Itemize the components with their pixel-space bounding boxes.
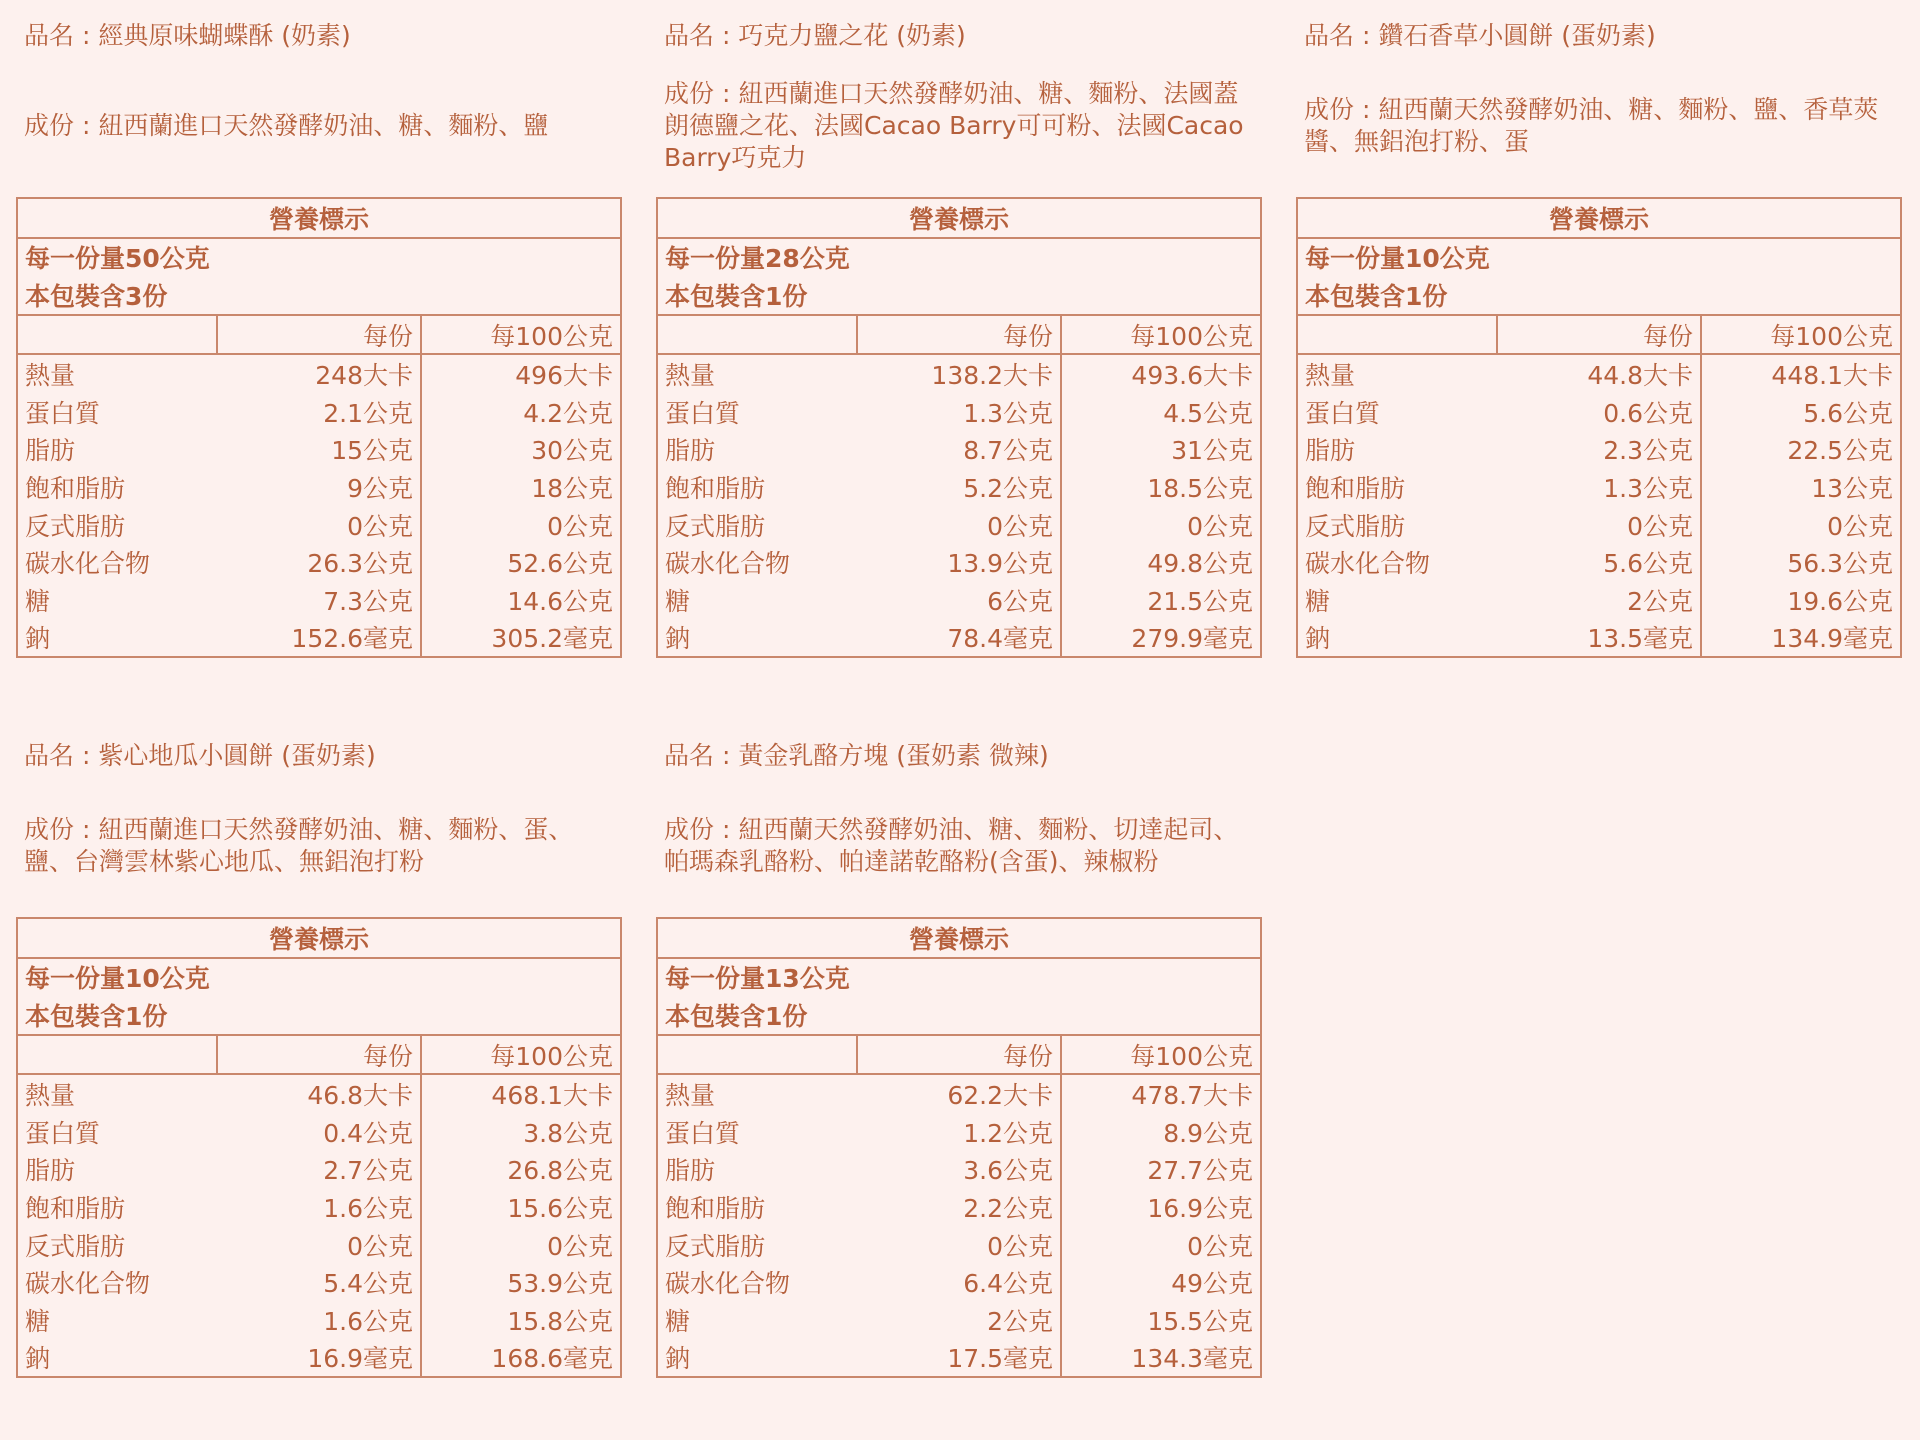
nutrient-per-serving: 7.3公克: [217, 581, 421, 619]
nutrient-per-serving: 152.6毫克: [217, 619, 421, 658]
table-row: [657, 581, 1261, 619]
nutrient-label: 飽和脂肪: [17, 468, 217, 506]
nutrient-per-serving: 0公克: [857, 506, 1061, 544]
nutrient-per-100g: 3.8公克: [421, 1113, 621, 1151]
nutrient-label: 飽和脂肪: [657, 1188, 857, 1226]
nutrient-label: 飽和脂肪: [1297, 468, 1497, 506]
table-row: [1297, 468, 1901, 506]
nutrient-per-100g: 8.9公克: [1061, 1113, 1261, 1151]
nutrient-per-100g: 493.6大卡: [1061, 354, 1261, 393]
product-name: 品名 : 經典原味蝴蝶酥 (奶素): [24, 21, 351, 50]
nutrient-per-serving: 2.2公克: [857, 1188, 1061, 1226]
table-row: [657, 354, 1261, 393]
nutrient-per-100g: 22.5公克: [1701, 431, 1901, 469]
nutrition-table-title: 營養標示: [1297, 198, 1901, 238]
nutrient-per-serving: 6.4公克: [857, 1263, 1061, 1301]
table-row: [657, 1226, 1261, 1264]
nutrient-per-serving: 1.6公克: [217, 1301, 421, 1339]
nutrient-label: 脂肪: [657, 1151, 857, 1189]
nutrient-per-100g: 0公克: [1701, 506, 1901, 544]
nutrient-per-100g: 305.2毫克: [421, 619, 621, 658]
table-row: [17, 1188, 621, 1226]
nutrient-label: 脂肪: [1297, 431, 1497, 469]
table-row: [1297, 543, 1901, 581]
nutrient-per-100g: 448.1大卡: [1701, 354, 1901, 393]
table-row: [1297, 581, 1901, 619]
nutrient-label: 飽和脂肪: [17, 1188, 217, 1226]
nutrient-per-serving: 62.2大卡: [857, 1074, 1061, 1113]
nutrient-label: 鈉: [657, 619, 857, 658]
serving-size: 每一份量10公克: [1297, 238, 1901, 277]
product-name: 品名 : 巧克力鹽之花 (奶素): [664, 21, 966, 50]
nutrient-per-100g: 5.6公克: [1701, 393, 1901, 431]
nutrient-per-serving: 5.6公克: [1497, 543, 1701, 581]
nutrient-label: 鈉: [1297, 619, 1497, 658]
nutrient-per-serving: 46.8大卡: [217, 1074, 421, 1113]
nutrient-per-serving: 0.4公克: [217, 1113, 421, 1151]
nutrient-label: 糖: [17, 581, 217, 619]
table-row: [17, 581, 621, 619]
nutrient-per-serving: 0公克: [1497, 506, 1701, 544]
table-row: [17, 1226, 621, 1264]
nutrient-label: 蛋白質: [657, 1113, 857, 1151]
nutrient-per-100g: 168.6毫克: [421, 1339, 621, 1378]
nutrient-per-serving: 1.2公克: [857, 1113, 1061, 1151]
serving-size: 每一份量50公克: [17, 238, 621, 277]
nutrient-per-100g: 0公克: [1061, 506, 1261, 544]
nutrient-label: 碳水化合物: [17, 543, 217, 581]
nutrient-label: 熱量: [1297, 354, 1497, 393]
nutrient-per-100g: 18公克: [421, 468, 621, 506]
nutrient-per-100g: 26.8公克: [421, 1151, 621, 1189]
nutrition-table: [16, 197, 622, 658]
nutrient-per-100g: 49公克: [1061, 1263, 1261, 1301]
nutrient-per-serving: 17.5毫克: [857, 1339, 1061, 1378]
table-row: [1297, 354, 1901, 393]
table-row: [1297, 431, 1901, 469]
table-row: [17, 354, 621, 393]
nutrient-label: 鈉: [657, 1339, 857, 1378]
product-ingredients: 成份 : 紐西蘭進口天然發酵奶油、糖、麵粉、法國蓋朗德鹽之花、法國Cacao Barry可可粉、法國Cacao Barry巧克力: [664, 79, 1244, 172]
servings-per-pack: 本包裝含1份: [17, 996, 621, 1035]
header-blank-cell: [17, 315, 217, 355]
nutrient-label: 熱量: [657, 1074, 857, 1113]
nutrient-per-100g: 496大卡: [421, 354, 621, 393]
product-panel: [16, 720, 622, 1422]
nutrient-label: 鈉: [17, 1339, 217, 1378]
nutrient-per-100g: 15.6公克: [421, 1188, 621, 1226]
nutrient-per-100g: 19.6公克: [1701, 581, 1901, 619]
nutrient-per-100g: 15.5公克: [1061, 1301, 1261, 1339]
nutrient-per-100g: 15.8公克: [421, 1301, 621, 1339]
nutrient-per-100g: 16.9公克: [1061, 1188, 1261, 1226]
nutrition-table: [656, 197, 1262, 658]
serving-size: 每一份量10公克: [17, 958, 621, 997]
nutrient-per-serving: 5.2公克: [857, 468, 1061, 506]
nutrient-per-serving: 9公克: [217, 468, 421, 506]
nutrient-label: 飽和脂肪: [657, 468, 857, 506]
nutrient-per-serving: 2.1公克: [217, 393, 421, 431]
header-blank-cell: [657, 1035, 857, 1075]
nutrient-per-100g: 49.8公克: [1061, 543, 1261, 581]
servings-per-pack: 本包裝含3份: [17, 276, 621, 315]
nutrient-per-100g: 14.6公克: [421, 581, 621, 619]
header-per-100g: 每100公克: [1701, 315, 1901, 355]
nutrient-per-100g: 53.9公克: [421, 1263, 621, 1301]
servings-per-pack: 本包裝含1份: [657, 276, 1261, 315]
header-blank-cell: [17, 1035, 217, 1075]
header-per-serving: 每份: [857, 315, 1061, 355]
table-row: [17, 506, 621, 544]
nutrient-per-serving: 248大卡: [217, 354, 421, 393]
servings-per-pack: 本包裝含1份: [1297, 276, 1901, 315]
nutrient-label: 糖: [657, 581, 857, 619]
nutrient-per-serving: 5.4公克: [217, 1263, 421, 1301]
nutrient-per-serving: 44.8大卡: [1497, 354, 1701, 393]
nutrient-label: 熱量: [17, 354, 217, 393]
nutrient-per-100g: 21.5公克: [1061, 581, 1261, 619]
nutrient-label: 脂肪: [657, 431, 857, 469]
nutrient-per-serving: 2.7公克: [217, 1151, 421, 1189]
table-row: [657, 393, 1261, 431]
table-row: [17, 431, 621, 469]
table-row: [657, 1301, 1261, 1339]
product-panel: [656, 720, 1262, 1422]
nutrition-table-title: 營養標示: [17, 918, 621, 958]
nutrient-label: 糖: [1297, 581, 1497, 619]
nutrient-per-serving: 13.9公克: [857, 543, 1061, 581]
nutrient-label: 碳水化合物: [657, 1263, 857, 1301]
nutrient-per-100g: 31公克: [1061, 431, 1261, 469]
nutrient-label: 蛋白質: [17, 393, 217, 431]
nutrient-per-serving: 0公克: [217, 1226, 421, 1264]
product-ingredients: 成份 : 紐西蘭天然發酵奶油、糖、麵粉、鹽、香草莢醬、無鋁泡打粉、蛋: [1304, 95, 1879, 156]
nutrient-label: 糖: [657, 1301, 857, 1339]
nutrient-per-serving: 2公克: [857, 1301, 1061, 1339]
nutrient-per-serving: 8.7公克: [857, 431, 1061, 469]
nutrient-label: 熱量: [657, 354, 857, 393]
nutrient-label: 蛋白質: [657, 393, 857, 431]
table-row: [17, 1339, 621, 1378]
nutrition-table: [16, 917, 622, 1378]
nutrient-label: 碳水化合物: [657, 543, 857, 581]
nutrition-table-title: 營養標示: [17, 198, 621, 238]
table-row: [17, 1113, 621, 1151]
header-per-serving: 每份: [217, 315, 421, 355]
table-row: [657, 1074, 1261, 1113]
product-name: 品名 : 黃金乳酪方塊 (蛋奶素 微辣): [664, 741, 1049, 770]
header-per-100g: 每100公克: [1061, 315, 1261, 355]
nutrient-per-serving: 0公克: [217, 506, 421, 544]
nutrient-label: 反式脂肪: [17, 506, 217, 544]
nutrient-label: 反式脂肪: [657, 1226, 857, 1264]
table-row: [17, 1151, 621, 1189]
nutrient-per-serving: 26.3公克: [217, 543, 421, 581]
table-row: [657, 1151, 1261, 1189]
nutrient-per-serving: 1.3公克: [857, 393, 1061, 431]
nutrient-label: 反式脂肪: [1297, 506, 1497, 544]
nutrient-label: 反式脂肪: [657, 506, 857, 544]
nutrient-per-100g: 0公克: [421, 1226, 621, 1264]
nutrient-label: 蛋白質: [1297, 393, 1497, 431]
table-row: [17, 468, 621, 506]
nutrient-per-100g: 478.7大卡: [1061, 1074, 1261, 1113]
product-panel: [656, 0, 1262, 702]
header-blank-cell: [1297, 315, 1497, 355]
nutrient-per-100g: 27.7公克: [1061, 1151, 1261, 1189]
nutrient-label: 蛋白質: [17, 1113, 217, 1151]
product-name: 品名 : 紫心地瓜小圓餅 (蛋奶素): [24, 741, 376, 770]
product-ingredients: 成份 : 紐西蘭進口天然發酵奶油、糖、麵粉、鹽: [24, 111, 549, 140]
nutrient-per-serving: 2.3公克: [1497, 431, 1701, 469]
table-row: [17, 543, 621, 581]
table-row: [657, 506, 1261, 544]
nutrient-per-serving: 78.4毫克: [857, 619, 1061, 658]
nutrient-per-100g: 134.9毫克: [1701, 619, 1901, 658]
nutrient-label: 反式脂肪: [17, 1226, 217, 1264]
nutrient-label: 熱量: [17, 1074, 217, 1113]
servings-per-pack: 本包裝含1份: [657, 996, 1261, 1035]
nutrient-per-serving: 13.5毫克: [1497, 619, 1701, 658]
serving-size: 每一份量13公克: [657, 958, 1261, 997]
header-per-100g: 每100公克: [421, 315, 621, 355]
table-row: [657, 543, 1261, 581]
nutrient-label: 碳水化合物: [17, 1263, 217, 1301]
nutrient-per-100g: 4.2公克: [421, 393, 621, 431]
nutrient-per-100g: 56.3公克: [1701, 543, 1901, 581]
table-row: [1297, 393, 1901, 431]
table-row: [657, 1339, 1261, 1378]
table-row: [17, 1263, 621, 1301]
nutrient-per-serving: 138.2大卡: [857, 354, 1061, 393]
nutrient-label: 脂肪: [17, 431, 217, 469]
nutrient-per-serving: 0公克: [857, 1226, 1061, 1264]
header-per-100g: 每100公克: [1061, 1035, 1261, 1075]
nutrient-per-serving: 15公克: [217, 431, 421, 469]
table-row: [17, 1301, 621, 1339]
table-row: [657, 1113, 1261, 1151]
nutrient-per-100g: 279.9毫克: [1061, 619, 1261, 658]
nutrient-per-100g: 18.5公克: [1061, 468, 1261, 506]
nutrient-per-serving: 0.6公克: [1497, 393, 1701, 431]
nutrient-per-serving: 1.3公克: [1497, 468, 1701, 506]
product-panel: [16, 0, 622, 702]
nutrient-per-100g: 13公克: [1701, 468, 1901, 506]
table-row: [657, 1188, 1261, 1226]
nutrient-per-100g: 0公克: [421, 506, 621, 544]
table-row: [17, 619, 621, 658]
nutrient-per-100g: 0公克: [1061, 1226, 1261, 1264]
nutrition-table-title: 營養標示: [657, 198, 1261, 238]
nutrient-per-serving: 3.6公克: [857, 1151, 1061, 1189]
nutrient-label: 脂肪: [17, 1151, 217, 1189]
nutrition-table-title: 營養標示: [657, 918, 1261, 958]
product-ingredients: 成份 : 紐西蘭進口天然發酵奶油、糖、麵粉、蛋、鹽、台灣雲林紫心地瓜、無鋁泡打粉: [24, 815, 574, 876]
nutrient-per-serving: 6公克: [857, 581, 1061, 619]
nutrient-per-100g: 52.6公克: [421, 543, 621, 581]
header-per-serving: 每份: [857, 1035, 1061, 1075]
table-row: [1297, 506, 1901, 544]
nutrient-per-100g: 30公克: [421, 431, 621, 469]
table-row: [657, 468, 1261, 506]
nutrient-per-100g: 134.3毫克: [1061, 1339, 1261, 1378]
table-row: [657, 1263, 1261, 1301]
nutrient-per-100g: 468.1大卡: [421, 1074, 621, 1113]
nutrient-label: 碳水化合物: [1297, 543, 1497, 581]
serving-size: 每一份量28公克: [657, 238, 1261, 277]
table-row: [17, 393, 621, 431]
nutrient-label: 糖: [17, 1301, 217, 1339]
nutrient-label: 鈉: [17, 619, 217, 658]
nutrition-table: [656, 917, 1262, 1378]
table-row: [17, 1074, 621, 1113]
table-row: [657, 619, 1261, 658]
nutrition-table: [1296, 197, 1902, 658]
product-panel: [1296, 0, 1902, 702]
nutrient-per-serving: 1.6公克: [217, 1188, 421, 1226]
nutrient-per-serving: 2公克: [1497, 581, 1701, 619]
product-ingredients: 成份 : 紐西蘭天然發酵奶油、糖、麵粉、切達起司、帕瑪森乳酪粉、帕達諾乾酪粉(含蛋)、辣椒粉: [664, 815, 1239, 876]
header-per-100g: 每100公克: [421, 1035, 621, 1075]
header-per-serving: 每份: [1497, 315, 1701, 355]
nutrient-per-serving: 16.9毫克: [217, 1339, 421, 1378]
table-row: [657, 431, 1261, 469]
header-per-serving: 每份: [217, 1035, 421, 1075]
product-name: 品名 : 鑽石香草小圓餅 (蛋奶素): [1304, 21, 1656, 50]
table-row: [1297, 619, 1901, 658]
header-blank-cell: [657, 315, 857, 355]
nutrient-per-100g: 4.5公克: [1061, 393, 1261, 431]
